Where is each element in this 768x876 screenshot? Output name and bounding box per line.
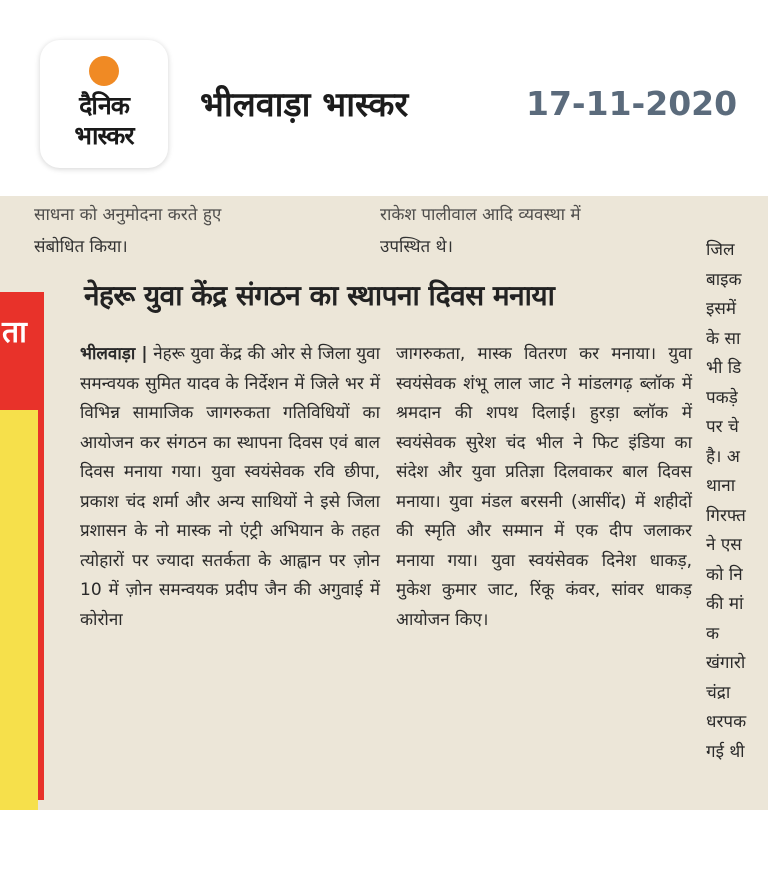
cut-right-line: की मां xyxy=(706,594,744,614)
cut-right-line: के सा xyxy=(706,328,741,349)
fragment-top-mid-b: उपस्थित थे। xyxy=(380,237,453,257)
cut-right-line: खंगारो xyxy=(706,653,746,673)
article-headline: नेहरू युवा केंद्र संगठन का स्थापना दिवस मनाया xyxy=(84,279,555,312)
fragment-top-mid-a: राकेश पालीवाल आदि व्यवस्था में xyxy=(380,205,581,225)
cut-right-line: है। अ xyxy=(706,446,740,467)
article-column-1 xyxy=(80,340,380,635)
fragment-top-left-b: संबोधित किया। xyxy=(34,237,128,257)
header-title: भीलवाड़ा भास्कर xyxy=(200,85,409,125)
cut-right-line: गई थी xyxy=(706,741,745,762)
fragment-top-left-a: साधना को अनुमोदना करते हुए xyxy=(34,205,222,225)
cut-right-line: धरपक xyxy=(706,712,747,732)
logo-sun-icon xyxy=(89,56,119,86)
advertisement-text: ता xyxy=(2,315,27,350)
cut-right-line: क xyxy=(706,623,720,644)
cut-right-line: इसमें xyxy=(706,299,737,319)
cut-right-line: जिल xyxy=(706,240,735,260)
cut-right-line: पकड़े xyxy=(706,387,738,408)
advertisement-strip xyxy=(0,292,44,800)
article-column-2: जागरुकता, मास्क वितरण कर मनाया। युवा स्वयंसेवक शंभू लाल जाट ने मांडलगढ़ ब्लॉक में श्रमदान की शपथ दिलाई। हुरड़ा ब्लॉक में स्वयंसेवक सुरेश चंद भील ने फिट इंडिया का संदेश और युवा प्रतिज्ञा दिलवाकर बाल दिवस मनाया। युवा मंडल बरसनी (आसींद) में शहीदों की स्मृति और सम्मान में एक दीप जलाकर मनाया गया। युवा स्वयंसेवक दिनेश धाकड़, मुकेश कुमार जाट, रिंकू कंवर, सांवर धाकड़ आयोजन किए। xyxy=(396,344,692,630)
cut-right-line: थाना xyxy=(706,476,736,496)
dainik-bhaskar-logo xyxy=(40,40,168,168)
cut-right-line: को नि xyxy=(706,564,743,585)
cut-right-line: पर चे xyxy=(706,417,739,437)
article-col1-text: नेहरू युवा केंद्र की ओर से जिला युवा समन्वयक सुमित यादव के निर्देशन में जिले भर में विभिन्न सामाजिक जागरुकता गतिविधियों का आयोजन कर संगठन का स्थापना दिवस एवं बाल दिवस मनाया गया। युवा स्वयंसेवक रवि छीपा, प्रकाश चंद शर्मा और अन्य साथियों ने इसे जिला प्रशासन के नो मास्क नो एंट्री अभियान के तहत त्योहारों पर ज्यादा सतर्कता के आह्वान पर ज़ोन 10 में ज़ोन समन्वयक प्रदीप जैन की अगुवाई में कोरोना xyxy=(80,344,380,630)
cut-right-line: गिरफ्त xyxy=(706,505,746,526)
logo-line1: दैनिक xyxy=(79,91,129,120)
cut-right-line: चंद्रा xyxy=(706,682,731,703)
cut-right-line: बाइक xyxy=(706,269,742,290)
logo-line2: भास्कर xyxy=(74,121,134,150)
bottom-margin xyxy=(0,810,768,876)
header xyxy=(0,0,768,180)
cut-right-column xyxy=(706,236,768,767)
newspaper-clipping xyxy=(0,196,768,810)
advertisement-inner xyxy=(0,410,38,810)
cut-right-line: भी डि xyxy=(706,358,742,378)
header-date: 17-11-2020 xyxy=(526,84,738,123)
article-dateline: भीलवाड़ा | xyxy=(80,344,148,364)
cut-right-line: ने एस xyxy=(706,535,742,555)
